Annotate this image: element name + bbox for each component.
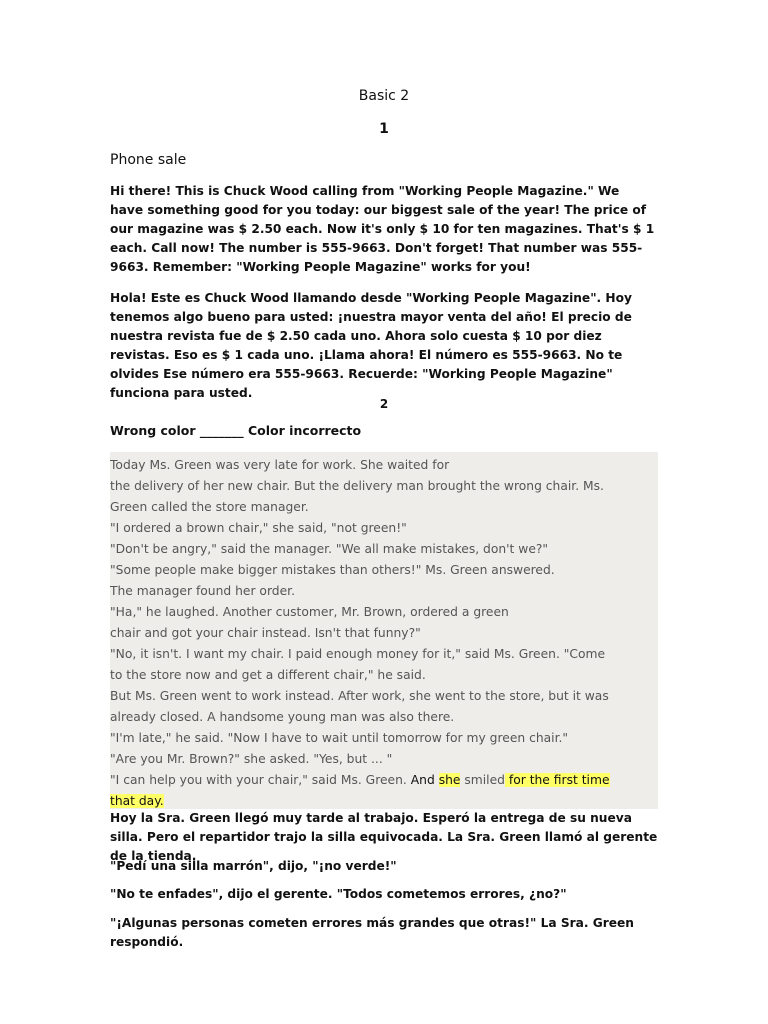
story-line: "Some people make bigger mistakes than others!" Ms. Green answered. — [110, 563, 555, 577]
story-line: Today Ms. Green was very late for work. She waited for — [110, 458, 450, 472]
story-line: "Are you Mr. Brown?" she asked. "Yes, but ... " — [110, 752, 393, 766]
story-line: chair and got your chair instead. Isn't that funny?" — [110, 626, 421, 640]
story-line: "No, it isn't. I want my chair. I paid enough money for it," said Ms. Green. "Come — [110, 647, 606, 661]
section-number-2: 2 — [379, 397, 389, 411]
story-text — [110, 455, 650, 812]
section-heading-wrong-color: Wrong color _______ Color incorrecto — [110, 423, 362, 438]
spanish-paragraph: Hola! Este es Chuck Wood llamando desde "Working People Magazine". Hoy tenemos algo bueno para usted: ¡nuestra mayor venta del año! El precio de nuestra revista fue de $ 2.50 cada uno. Ahora solo cuesta $ 10 por diez revistas. Eso es $ 1 cada uno. ¡Llama ahora! El número es 555-9663. No te olvides Ese número era 555-9663. Recuerde: "Working People Magazine" funciona para usted. — [110, 291, 632, 400]
story-line: But Ms. Green went to work instead. After work, she went to the store, but it was — [110, 689, 609, 703]
story-line: "I ordered a brown chair," she said, "not green!" — [110, 521, 407, 535]
highlighted-word-she: she — [438, 773, 461, 787]
section-number-1: 1 — [379, 121, 389, 137]
section-heading-phone-sale: Phone sale — [110, 152, 187, 168]
story-line: to the store now and get a different chair," he said. — [110, 668, 426, 682]
document-title: Basic 2 — [358, 88, 410, 104]
story-word-and: And — [410, 773, 435, 787]
story-line: already closed. A handsome young man was also there. — [110, 710, 455, 724]
story-last-plain: "I can help you with your chair," said Ms. Green. — [110, 773, 411, 787]
highlighted-phrase-end: that day. — [110, 794, 164, 808]
story-line: "Don't be angry," said the manager. "We all make mistakes, don't we?" — [110, 542, 549, 556]
story-last-line — [110, 770, 650, 791]
spanish-story-paragraph: "¡Algunas personas cometen errores más grandes que otras!" La Sra. Green respondió. — [110, 916, 634, 949]
spanish-story-paragraph: Hoy la Sra. Green llegó muy tarde al trabajo. Esperó la entrega de su nueva silla. Pero el repartidor trajo la silla equivocada. La Sra. Green llamó al gerente de la tienda. — [110, 811, 658, 863]
story-line: The manager found her order. — [110, 584, 296, 598]
spanish-story-paragraph: "Pedí una silla marrón", dijo, "¡no verde!" — [110, 859, 397, 873]
story-line: the delivery of her new chair. But the delivery man brought the wrong chair. Ms. — [110, 479, 604, 493]
highlighted-phrase: for the first time — [504, 773, 610, 787]
story-line: "Ha," he laughed. Another customer, Mr. Brown, ordered a green — [110, 605, 509, 619]
story-word-smiled: smiled — [460, 773, 505, 787]
story-line: "I'm late," he said. "Now I have to wait until tomorrow for my green chair." — [110, 731, 569, 745]
english-paragraph: Hi there! This is Chuck Wood calling from "Working People Magazine." We have something good for you today: our biggest sale of the year! The price of our magazine was $ 2.50 each. Now it's only $ 10 for ten magazines. That's $ 1 each. Call now! The number is 555-9663. Don't forget! That number was 555-9663. Remember: "Working People Magazine" works for you! — [110, 184, 655, 274]
spanish-story-paragraph: "No te enfades", dijo el gerente. "Todos cometemos errores, ¿no?" — [110, 887, 567, 901]
story-line: Green called the store manager. — [110, 500, 309, 514]
